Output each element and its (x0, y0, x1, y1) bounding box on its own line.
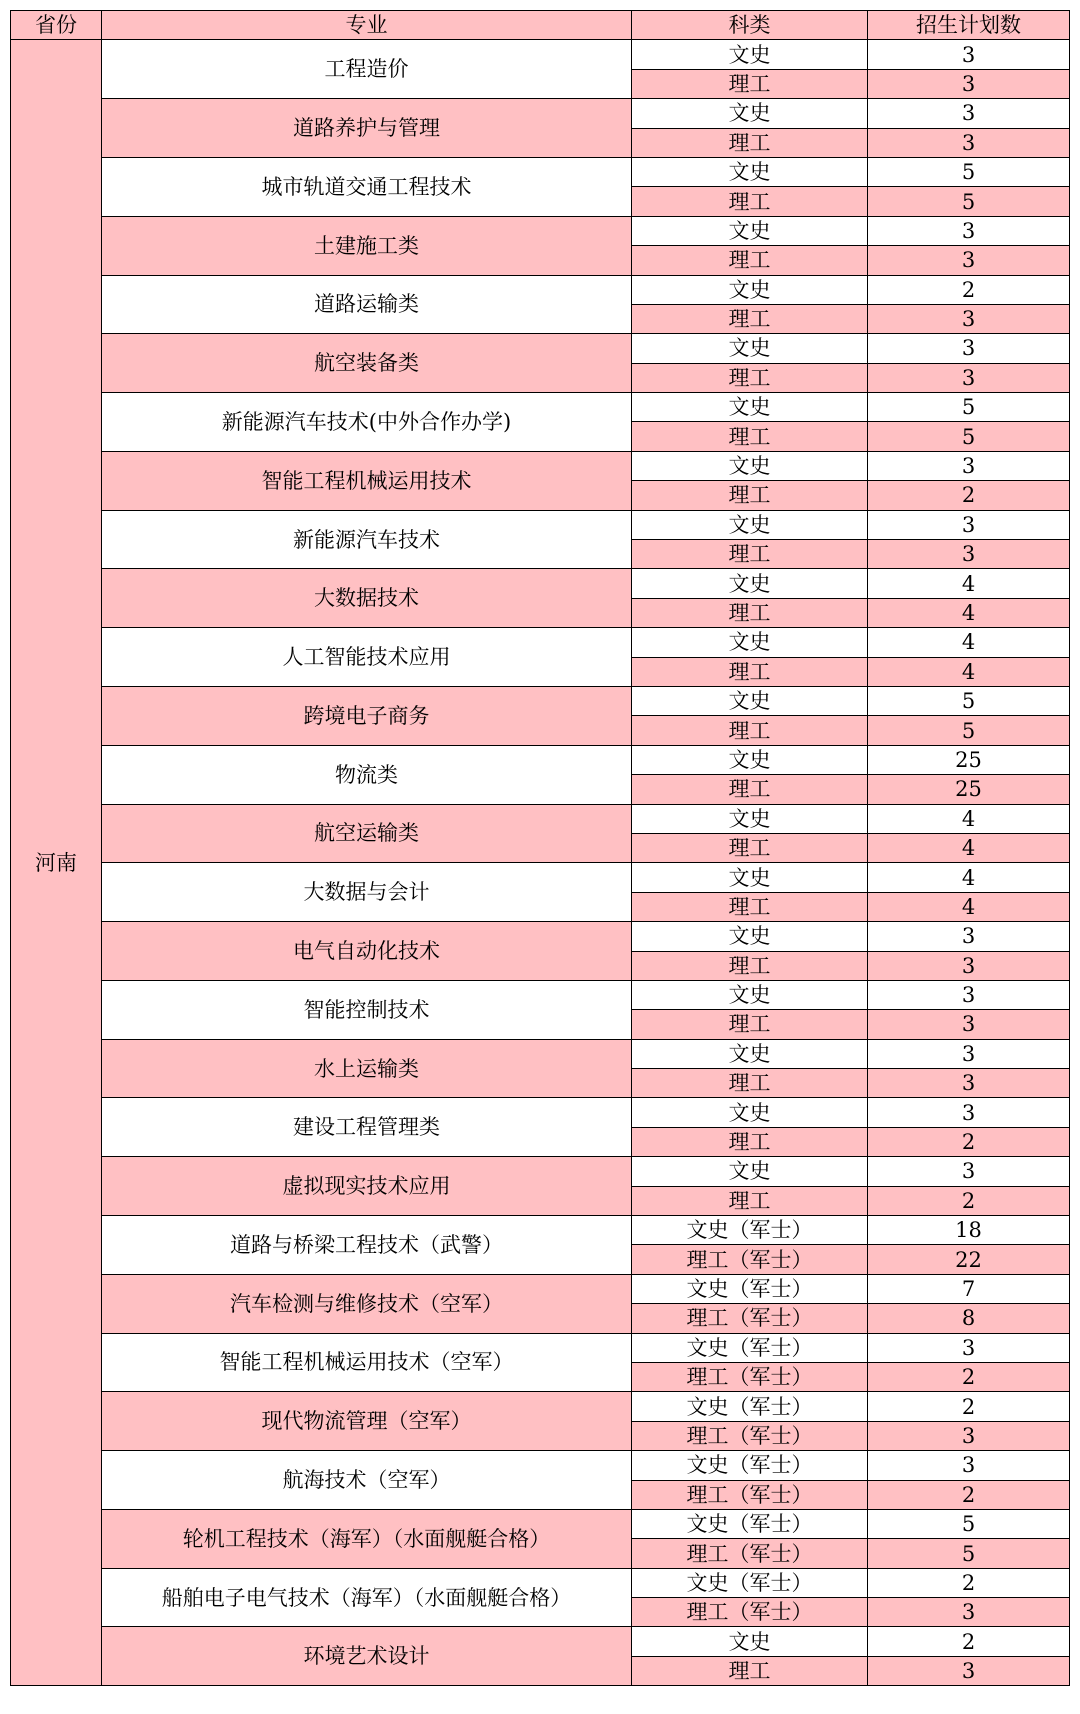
category-cell: 文史 (632, 1039, 868, 1068)
category-cell: 理工 (632, 128, 868, 157)
table-row (11, 99, 1070, 128)
header-major: 专业 (102, 11, 632, 40)
plan-count-cell: 3 (868, 1656, 1070, 1685)
table-row (11, 804, 1070, 833)
major-cell: 智能控制技术 (102, 980, 632, 1039)
category-cell: 文史 (632, 216, 868, 245)
table-row (11, 980, 1070, 1009)
plan-count-cell: 3 (868, 980, 1070, 1009)
major-cell: 智能工程机械运用技术（空军） (102, 1333, 632, 1392)
plan-count-cell: 2 (868, 275, 1070, 304)
major-cell: 新能源汽车技术 (102, 510, 632, 569)
major-cell: 工程造价 (102, 40, 632, 99)
header-plan: 招生计划数 (868, 11, 1070, 40)
plan-count-cell: 2 (868, 1392, 1070, 1421)
category-cell: 理工 (632, 1010, 868, 1039)
category-cell: 文史（军士） (632, 1509, 868, 1538)
table-row (11, 1333, 1070, 1362)
table-row (11, 745, 1070, 774)
major-cell: 人工智能技术应用 (102, 628, 632, 687)
plan-count-cell: 5 (868, 187, 1070, 216)
major-cell: 建设工程管理类 (102, 1098, 632, 1157)
category-cell: 理工 (632, 481, 868, 510)
category-cell: 文史 (632, 1627, 868, 1656)
category-cell: 理工 (632, 422, 868, 451)
major-cell: 物流类 (102, 745, 632, 804)
major-cell: 城市轨道交通工程技术 (102, 157, 632, 216)
category-cell: 理工 (632, 246, 868, 275)
plan-count-cell: 3 (868, 216, 1070, 245)
category-cell: 文史 (632, 275, 868, 304)
plan-count-cell: 4 (868, 598, 1070, 627)
plan-count-cell: 3 (868, 1010, 1070, 1039)
table-row (11, 334, 1070, 363)
plan-count-cell: 2 (868, 1627, 1070, 1656)
plan-count-cell: 5 (868, 1509, 1070, 1538)
category-cell: 文史（军士） (632, 1568, 868, 1597)
plan-count-cell: 22 (868, 1245, 1070, 1274)
major-cell: 航空装备类 (102, 334, 632, 393)
plan-count-cell: 7 (868, 1274, 1070, 1303)
plan-count-cell: 3 (868, 1421, 1070, 1450)
plan-count-cell: 2 (868, 1127, 1070, 1156)
major-cell: 智能工程机械运用技术 (102, 451, 632, 510)
category-cell: 文史 (632, 686, 868, 715)
category-cell: 理工（军士） (632, 1480, 868, 1509)
category-cell: 文史 (632, 157, 868, 186)
plan-count-cell: 18 (868, 1216, 1070, 1245)
category-cell: 理工（军士） (632, 1362, 868, 1391)
plan-count-cell: 3 (868, 1451, 1070, 1480)
plan-count-cell: 3 (868, 246, 1070, 275)
table-row (11, 1216, 1070, 1245)
category-cell: 文史 (632, 99, 868, 128)
plan-count-cell: 5 (868, 393, 1070, 422)
plan-count-cell: 3 (868, 334, 1070, 363)
category-cell: 文史 (632, 745, 868, 774)
plan-count-cell: 2 (868, 1362, 1070, 1391)
category-cell: 文史 (632, 451, 868, 480)
category-cell: 理工（军士） (632, 1245, 868, 1274)
plan-count-cell: 4 (868, 833, 1070, 862)
major-cell: 虚拟现实技术应用 (102, 1157, 632, 1216)
province-cell: 河南 (11, 40, 102, 1686)
plan-count-cell: 3 (868, 922, 1070, 951)
plan-count-cell: 3 (868, 1598, 1070, 1627)
plan-count-cell: 3 (868, 510, 1070, 539)
category-cell: 理工 (632, 657, 868, 686)
table-row (11, 393, 1070, 422)
major-cell: 新能源汽车技术(中外合作办学) (102, 393, 632, 452)
table-row (11, 1098, 1070, 1127)
table-row (11, 1274, 1070, 1303)
major-cell: 船舶电子电气技术（海军）（水面舰艇合格） (102, 1568, 632, 1627)
category-cell: 文史 (632, 1098, 868, 1127)
table-row (11, 1392, 1070, 1421)
plan-count-cell: 3 (868, 304, 1070, 333)
category-cell: 文史（军士） (632, 1392, 868, 1421)
major-cell: 大数据与会计 (102, 863, 632, 922)
enrollment-plan-table (10, 10, 1070, 1686)
category-cell: 理工（军士） (632, 1304, 868, 1333)
category-cell: 文史 (632, 334, 868, 363)
header-row (11, 11, 1070, 40)
category-cell: 文史 (632, 393, 868, 422)
category-cell: 理工（军士） (632, 1421, 868, 1450)
plan-count-cell: 3 (868, 40, 1070, 69)
table-body (11, 40, 1070, 1686)
plan-count-cell: 25 (868, 745, 1070, 774)
table-row (11, 569, 1070, 598)
category-cell: 文史 (632, 804, 868, 833)
category-cell: 文史 (632, 510, 868, 539)
major-cell: 航海技术（空军） (102, 1451, 632, 1510)
category-cell: 理工 (632, 775, 868, 804)
major-cell: 水上运输类 (102, 1039, 632, 1098)
plan-count-cell: 3 (868, 1098, 1070, 1127)
category-cell: 理工（军士） (632, 1539, 868, 1568)
category-cell: 文史 (632, 40, 868, 69)
category-cell: 文史 (632, 628, 868, 657)
plan-count-cell: 3 (868, 1069, 1070, 1098)
plan-count-cell: 5 (868, 422, 1070, 451)
category-cell: 理工 (632, 187, 868, 216)
major-cell: 现代物流管理（空军） (102, 1392, 632, 1451)
plan-count-cell: 3 (868, 69, 1070, 98)
plan-count-cell: 4 (868, 628, 1070, 657)
category-cell: 文史 (632, 922, 868, 951)
plan-count-cell: 3 (868, 363, 1070, 392)
plan-count-cell: 4 (868, 804, 1070, 833)
plan-count-cell: 3 (868, 540, 1070, 569)
plan-count-cell: 2 (868, 1568, 1070, 1597)
major-cell: 土建施工类 (102, 216, 632, 275)
header-category: 科类 (632, 11, 868, 40)
category-cell: 理工 (632, 598, 868, 627)
plan-count-cell: 3 (868, 451, 1070, 480)
table-row (11, 1157, 1070, 1186)
category-cell: 理工 (632, 540, 868, 569)
plan-count-cell: 4 (868, 569, 1070, 598)
category-cell: 文史 (632, 569, 868, 598)
plan-count-cell: 3 (868, 1157, 1070, 1186)
category-cell: 理工 (632, 69, 868, 98)
plan-count-cell: 3 (868, 951, 1070, 980)
major-cell: 汽车检测与维修技术（空军） (102, 1274, 632, 1333)
table-row (11, 1039, 1070, 1068)
major-cell: 电气自动化技术 (102, 922, 632, 981)
category-cell: 理工 (632, 363, 868, 392)
major-cell: 道路运输类 (102, 275, 632, 334)
category-cell: 理工（军士） (632, 1598, 868, 1627)
table-row (11, 863, 1070, 892)
category-cell: 文史（军士） (632, 1451, 868, 1480)
category-cell: 文史 (632, 980, 868, 1009)
category-cell: 理工 (632, 833, 868, 862)
plan-count-cell: 3 (868, 128, 1070, 157)
major-cell: 轮机工程技术（海军）（水面舰艇合格） (102, 1509, 632, 1568)
table-row (11, 216, 1070, 245)
category-cell: 理工 (632, 1186, 868, 1215)
table-row (11, 1451, 1070, 1480)
plan-count-cell: 8 (868, 1304, 1070, 1333)
plan-count-cell: 5 (868, 686, 1070, 715)
major-cell: 航空运输类 (102, 804, 632, 863)
category-cell: 理工 (632, 1656, 868, 1685)
plan-count-cell: 3 (868, 99, 1070, 128)
plan-count-cell: 3 (868, 1039, 1070, 1068)
plan-count-cell: 5 (868, 157, 1070, 186)
category-cell: 理工 (632, 304, 868, 333)
plan-count-cell: 3 (868, 1333, 1070, 1362)
category-cell: 文史（军士） (632, 1333, 868, 1362)
plan-count-cell: 25 (868, 775, 1070, 804)
major-cell: 环境艺术设计 (102, 1627, 632, 1686)
major-cell: 道路与桥梁工程技术（武警） (102, 1216, 632, 1275)
table-row (11, 451, 1070, 480)
category-cell: 理工 (632, 892, 868, 921)
plan-count-cell: 2 (868, 481, 1070, 510)
category-cell: 文史（军士） (632, 1274, 868, 1303)
category-cell: 文史 (632, 1157, 868, 1186)
table-row (11, 1568, 1070, 1597)
table-row (11, 1627, 1070, 1656)
plan-count-cell: 2 (868, 1480, 1070, 1509)
plan-count-cell: 2 (868, 1186, 1070, 1215)
table-row (11, 686, 1070, 715)
category-cell: 理工 (632, 716, 868, 745)
table-row (11, 1509, 1070, 1538)
table-row (11, 922, 1070, 951)
major-cell: 跨境电子商务 (102, 686, 632, 745)
major-cell: 道路养护与管理 (102, 99, 632, 158)
table-row (11, 275, 1070, 304)
table-row (11, 157, 1070, 186)
category-cell: 文史 (632, 863, 868, 892)
header-province: 省份 (11, 11, 102, 40)
table-row (11, 40, 1070, 69)
table-row (11, 628, 1070, 657)
table-row (11, 510, 1070, 539)
plan-count-cell: 4 (868, 863, 1070, 892)
category-cell: 理工 (632, 951, 868, 980)
category-cell: 理工 (632, 1069, 868, 1098)
plan-count-cell: 5 (868, 1539, 1070, 1568)
category-cell: 理工 (632, 1127, 868, 1156)
plan-count-cell: 4 (868, 892, 1070, 921)
plan-count-cell: 4 (868, 657, 1070, 686)
major-cell: 大数据技术 (102, 569, 632, 628)
plan-count-cell: 5 (868, 716, 1070, 745)
category-cell: 文史（军士） (632, 1216, 868, 1245)
